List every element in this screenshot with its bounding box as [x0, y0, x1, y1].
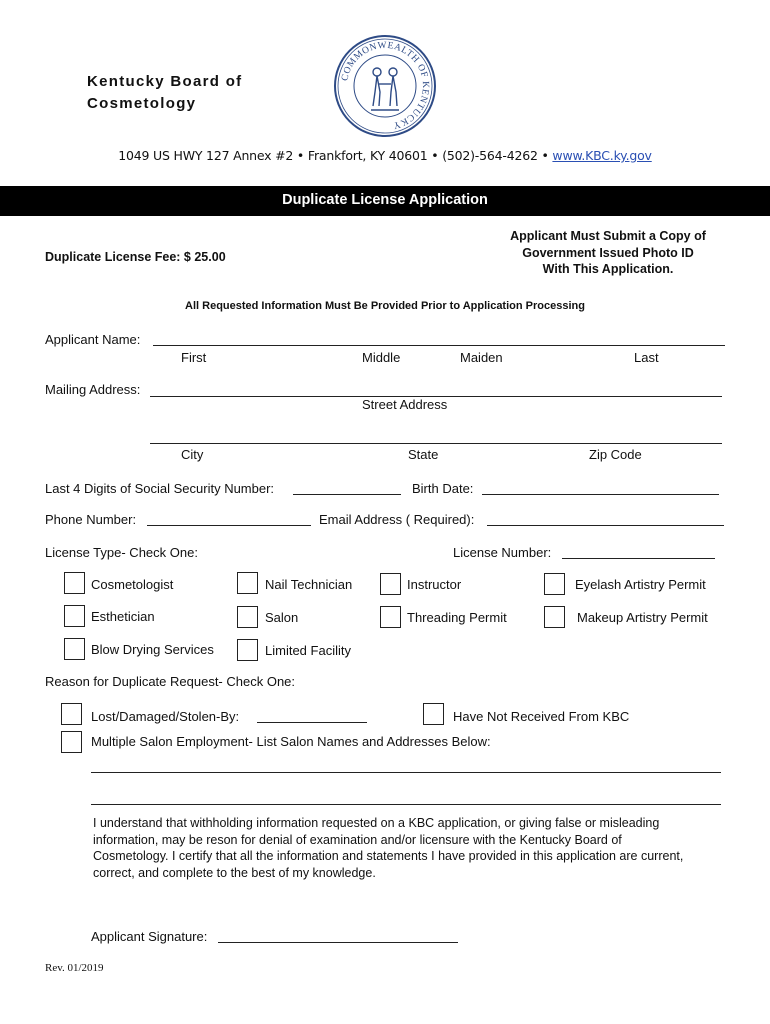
street-address-caption: Street Address: [362, 397, 448, 412]
blow-drying-checkbox[interactable]: [64, 638, 85, 660]
phone-number-label: Phone Number:: [45, 512, 137, 527]
contact-address: [0, 148, 770, 163]
nail-technician-option: Nail Technician: [265, 577, 353, 592]
signature-label: Applicant Signature:: [91, 929, 208, 944]
email-address-field[interactable]: [487, 525, 724, 526]
esthetician-checkbox[interactable]: [64, 605, 85, 627]
not-received-option: Have Not Received From KBC: [453, 709, 630, 724]
email-address-label: Email Address ( Required):: [319, 512, 475, 527]
applicant-name-label: Applicant Name:: [45, 332, 141, 347]
makeup-artistry-option: Makeup Artistry Permit: [577, 610, 708, 625]
blow-drying-option: Blow Drying Services: [91, 642, 214, 657]
mailing-address-label: Mailing Address:: [45, 382, 141, 397]
fee-label: Duplicate License Fee: $ 25.00: [45, 250, 226, 264]
required-info-note: All Requested Information Must Be Provided Prior to Application Processing: [185, 300, 585, 312]
last-name-caption: Last: [634, 350, 659, 365]
first-name-caption: First: [181, 350, 207, 365]
eyelash-artistry-checkbox[interactable]: [544, 573, 565, 595]
threading-permit-option: Threading Permit: [407, 610, 507, 625]
birth-date-field[interactable]: [482, 494, 719, 495]
ssn-field[interactable]: [293, 494, 401, 495]
birth-date-label: Birth Date:: [412, 481, 474, 496]
license-number-label: License Number:: [453, 545, 552, 560]
board-name: [87, 71, 242, 115]
zip-code-caption: Zip Code: [589, 447, 642, 462]
reason-label: Reason for Duplicate Request- Check One:: [45, 674, 296, 689]
salon-checkbox[interactable]: [237, 606, 258, 628]
instructor-option: Instructor: [407, 577, 462, 592]
multiple-salon-checkbox[interactable]: [61, 731, 82, 753]
lost-damaged-option: Lost/Damaged/Stolen-By:: [91, 709, 240, 724]
license-type-label: License Type- Check One:: [45, 545, 198, 560]
salon-list-line-1[interactable]: [91, 772, 721, 773]
eyelash-artistry-option: Eyelash Artistry Permit: [575, 577, 706, 592]
nail-technician-checkbox[interactable]: [237, 572, 258, 594]
applicant-name-field[interactable]: [153, 345, 725, 346]
license-number-field[interactable]: [562, 558, 715, 559]
salon-list-line-2[interactable]: [91, 804, 721, 805]
makeup-artistry-checkbox[interactable]: [544, 606, 565, 628]
not-received-checkbox[interactable]: [423, 703, 444, 725]
revision-date: Rev. 01/2019: [45, 962, 104, 974]
maiden-name-caption: Maiden: [460, 350, 503, 365]
salon-option: Salon: [265, 610, 299, 625]
seal-figures: [371, 68, 399, 110]
board-name-line2: Cosmetology: [87, 95, 197, 112]
certification-statement: I understand that withholding information requested on a KBC application, or giving false or misleading information, may be reson for denial of examination and/or licensure with the Kentucky Board of Cosmetology. I certify that all the information and statements I have provided in this application are current, correct, and complete to the best of my knowledge.: [93, 816, 684, 880]
ssn-label: Last 4 Digits of Social Security Number:: [45, 481, 275, 496]
middle-name-caption: Middle: [362, 350, 401, 365]
esthetician-option: Esthetician: [91, 609, 155, 624]
form-title: Duplicate License Application: [282, 192, 488, 208]
photo-id-note: Applicant Must Submit a Copy of Government Issued Photo ID With This Application.: [510, 229, 706, 276]
threading-permit-checkbox[interactable]: [380, 606, 401, 628]
state-seal: [333, 34, 437, 138]
lost-damaged-checkbox[interactable]: [61, 703, 82, 725]
state-caption: State: [408, 447, 439, 462]
city-state-zip-field[interactable]: [150, 443, 722, 444]
limited-facility-checkbox[interactable]: [237, 639, 258, 661]
address-text: 1049 US HWY 127 Annex #2 • Frankfort, KY 40601 • (502)-564-4262 •: [118, 148, 553, 163]
cosmetologist-option: Cosmetologist: [91, 577, 174, 592]
cosmetologist-checkbox[interactable]: [64, 572, 85, 594]
board-name-line1: Kentucky Board of: [87, 73, 243, 90]
instructor-checkbox[interactable]: [380, 573, 401, 595]
phone-number-field[interactable]: [147, 525, 311, 526]
seal-text: COMMONWEALTH OF KENTUCKY: [340, 40, 431, 131]
signature-field[interactable]: [218, 942, 458, 943]
lost-by-field[interactable]: [257, 722, 367, 723]
city-caption: City: [181, 447, 204, 462]
title-banner: [0, 186, 770, 216]
website-link[interactable]: www.KBC.ky.gov: [552, 148, 652, 163]
limited-facility-option: Limited Facility: [265, 643, 351, 658]
multiple-salon-option: Multiple Salon Employment- List Salon Names and Addresses Below:: [91, 734, 491, 749]
